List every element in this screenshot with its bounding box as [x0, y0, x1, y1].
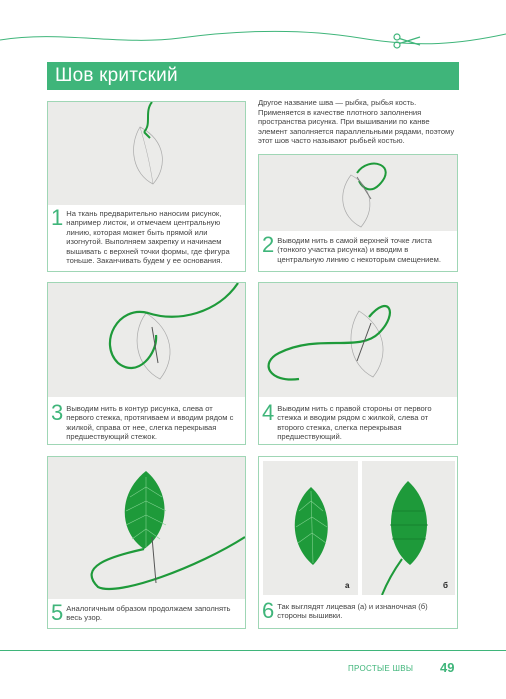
step-photo-6a	[263, 461, 358, 595]
page-number: 49	[440, 660, 455, 675]
step-number-3: 3	[51, 400, 64, 425]
step-number-2: 2	[262, 232, 275, 257]
step-caption-1	[51, 205, 241, 266]
step-text-3: Выводим нить в контур рисунка, слева от первого стежка, протягиваем и вводим рядом с жилкой, справа от нее, слегка перекрывая предшествующий стежок.	[66, 404, 234, 442]
tag-a: а	[345, 581, 350, 590]
step-text-1: На ткань предварительно наносим рисунок, например листок, и отмечаем центральную линию, которая может быть прямой или изогнутой. Выполняем закрепку и начинаем вышивать с верхней точки формы, где фигура тоньше. Заканчивать будем у ее основания.	[66, 209, 230, 266]
page-title: Шов критский	[47, 62, 459, 90]
step-number-5: 5	[51, 600, 64, 625]
intro-text: Другое название шва — рыбка, рыбья кость. Применяется в качестве плотного заполнения пространства рисунка. При вышивании по канве элемент заполняется параллельными рядами, поэтому этот шов часто называют рыбьей костью.	[258, 98, 455, 146]
step-photo-3	[48, 283, 245, 397]
step-photo-5	[48, 457, 245, 599]
step-caption-5	[51, 600, 241, 625]
step-caption-3	[51, 400, 241, 442]
step-number-4: 4	[262, 400, 275, 425]
step-panel-5	[47, 456, 246, 629]
step-number-1: 1	[51, 205, 64, 230]
step-panel-3	[47, 282, 246, 445]
step-text-4: Выводим нить с правой стороны от первого стежка и вводим рядом с жилкой, слева от второго стежка, слегка перекрывая предшествующий.	[277, 404, 432, 442]
step-text-5: Аналогичным образом продолжаем заполнять весь узор.	[66, 604, 231, 623]
step-text-6: Так выглядят лицевая (а) и изнаночная (б) стороны вышивки.	[277, 602, 428, 621]
step-panel-6	[258, 456, 458, 629]
tag-b: б	[443, 581, 448, 590]
step-photo-1	[48, 102, 245, 205]
step-caption-6	[262, 598, 455, 623]
step-caption-4	[262, 400, 455, 442]
step-text-2: Выводим нить в самой верхней точке листа (тонкого участка рисунка) и вводим в центральную линию с некоторым смещением.	[277, 236, 441, 264]
step-caption-2	[262, 232, 455, 264]
step-photo-6b	[362, 461, 455, 595]
step-panel-2	[258, 154, 458, 272]
footer-section-title: ПРОСТЫЕ ШВЫ	[348, 664, 414, 673]
footer-divider	[0, 650, 506, 651]
step-photo-4	[259, 283, 457, 397]
step-panel-1	[47, 101, 246, 272]
scissors-icon	[392, 33, 422, 49]
step-number-6: 6	[262, 598, 275, 623]
step-panel-4	[258, 282, 458, 445]
step-photo-2	[259, 155, 457, 231]
header-wave-decoration	[0, 0, 506, 50]
